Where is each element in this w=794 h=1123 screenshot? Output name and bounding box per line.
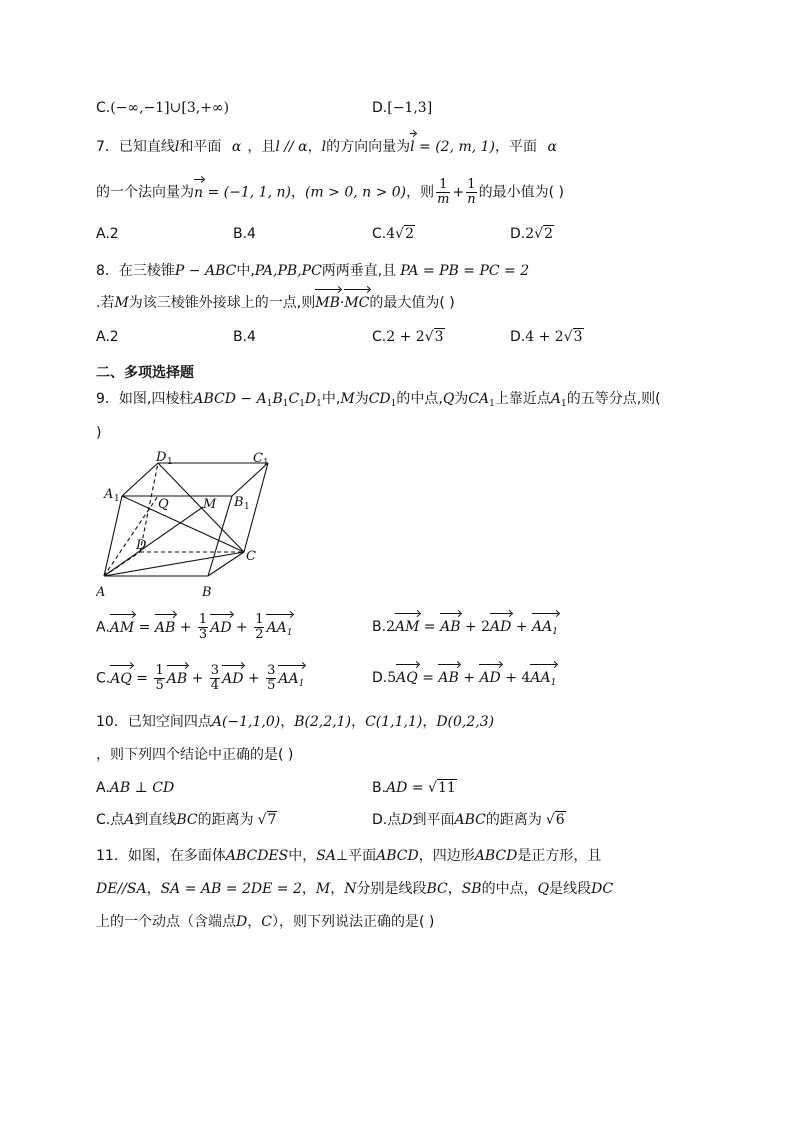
q11-text: 是线段: [549, 881, 592, 897]
op: +: [243, 670, 265, 687]
q7-frac1-num: 1: [436, 178, 450, 193]
q11-stem-line1: [96, 846, 601, 866]
q10-option-c-sqrt: √7: [257, 812, 277, 828]
q7-fraction-1-over-n: [466, 178, 476, 207]
q9-point-m: M: [340, 391, 355, 407]
q10-stem-line2: ，则下列四个结论中正确的是( ): [96, 747, 294, 763]
q10-text: 的距离为: [197, 812, 254, 828]
q10-point-b: B(2,2,1): [294, 714, 352, 730]
q8-option-c-label: C.: [372, 329, 387, 345]
q7-condition: (m > 0, n > 0): [304, 184, 407, 201]
q9-option-c: [96, 664, 304, 694]
q11-point-c: C: [261, 914, 272, 930]
q7-text: ，则: [406, 184, 435, 201]
q10-option-d-sqrt: √6: [545, 812, 565, 828]
q8-stem-line2: [96, 293, 455, 313]
label-q: Q: [158, 497, 169, 512]
op: =: [419, 619, 441, 635]
q7-option-a: [96, 224, 119, 244]
q9-text: 9．如图,四棱柱: [96, 391, 194, 407]
q11-text: 分别是线段: [356, 881, 427, 897]
q9-text: 的中点,: [396, 391, 443, 407]
q11-equation: SA = AB = 2DE = 2: [160, 881, 302, 897]
q11-quad-abcd: ABCD: [474, 848, 518, 864]
den: 4: [210, 678, 220, 693]
q9-prism-part: ABCD − A: [193, 391, 267, 407]
q7-option-d-label: D.: [510, 226, 526, 242]
q9-sub: 1: [299, 399, 305, 409]
q7-option-a-text: A.2: [96, 226, 119, 242]
q8-option-d-text: 4 + 2: [525, 329, 564, 345]
q10-line-bc: BC: [176, 812, 198, 828]
q7-frac2-den: n: [467, 192, 476, 207]
q10-text: 到平面: [412, 812, 455, 828]
label-a1-sub: 1: [114, 494, 120, 504]
q7-option-b: [233, 224, 256, 244]
op: +: [231, 619, 253, 636]
q9-text: 的五等分点,则(: [566, 391, 661, 407]
q6-option-c-text: (−∞,−1]∪[3,+∞): [110, 100, 230, 116]
q10-point-c: C(1,1,1): [365, 714, 423, 730]
q10-option-b: [372, 778, 457, 798]
q7-option-d-coef: 2: [525, 226, 535, 242]
vec: AQ: [110, 670, 132, 687]
q10-text: 到直线: [134, 812, 177, 828]
q6-option-d: [372, 98, 432, 118]
diag-d1c: [158, 463, 244, 552]
q9-prism-part: C: [288, 391, 300, 407]
radicand: 7: [267, 812, 277, 828]
frac: [254, 613, 264, 642]
vec: AB: [154, 619, 176, 636]
frac: [154, 664, 164, 693]
q9-text: 为: [454, 391, 469, 407]
q8-text: 的最大值为( ): [369, 295, 455, 311]
q8-tetrahedron: P − ABC: [174, 263, 237, 279]
q10-point: A: [124, 812, 135, 828]
q8-option-d-sqrt: √3: [563, 329, 583, 345]
num: 3: [267, 663, 276, 678]
q11-point-n: N: [344, 881, 357, 897]
q7-option-c-coef: 4: [386, 226, 396, 242]
diag-ac: [104, 552, 244, 576]
q11-point-d: D: [236, 914, 248, 930]
q9-segment-cd1: CD: [368, 391, 391, 407]
q8-option-c-text: 2 + 2: [386, 329, 425, 345]
q11-text: ⊥平面: [335, 848, 377, 864]
q7-text: 的最小值为( ): [478, 184, 564, 201]
label-a1: A: [104, 487, 114, 502]
q7-option-d-sqrt: √2: [534, 226, 553, 242]
q9-text: 为: [354, 391, 369, 407]
op: =: [134, 619, 155, 636]
q7-text: 7．已知直线: [96, 139, 175, 155]
q9-prism-part: B: [272, 391, 283, 407]
q9-sub: 1: [390, 399, 397, 409]
sub: 1: [286, 627, 293, 638]
q10-option-b-text: AD =: [386, 780, 429, 796]
q9-prism-figure: [96, 446, 286, 602]
q7-line-l: l: [174, 139, 180, 155]
q7-option-c: [372, 224, 415, 244]
q8-option-d: [510, 327, 584, 347]
q6-option-c: [96, 98, 229, 118]
label-a: A: [96, 585, 106, 600]
q7-option-b-text: B.4: [233, 226, 256, 242]
op: +: [175, 619, 196, 636]
label-d: D: [136, 538, 147, 553]
q11-plane-abcd: ABCD: [376, 848, 419, 864]
q10-option-c: [96, 810, 277, 830]
edge-aa1: [104, 496, 122, 576]
den: 2: [255, 627, 264, 642]
q11-polyhedron: ABCDES: [225, 848, 289, 864]
label-d1: D: [156, 450, 167, 465]
q8-dot: ·: [339, 295, 345, 311]
q9-prism-part: D: [304, 391, 317, 407]
q7-text: 的方向向量为: [326, 139, 411, 155]
label-c1-sub: 1: [263, 458, 269, 468]
q8-equality: PA = PB = PC = 2: [400, 263, 530, 279]
q11-segment-sb: SB: [461, 881, 482, 897]
den: 3: [198, 627, 208, 642]
den: 5: [155, 678, 164, 693]
den: 5: [267, 678, 276, 693]
vec-text: AA: [530, 670, 551, 686]
num: 1: [155, 663, 164, 678]
q10-text: D.点: [372, 812, 402, 828]
q7-text: ，平面: [495, 139, 538, 155]
q7-parallel: l // α: [275, 139, 308, 155]
seg-am: [104, 507, 203, 576]
q8-option-c-sqrt: √3: [424, 329, 444, 345]
vec: [530, 668, 556, 693]
q7-option-c-label: C.: [372, 226, 387, 242]
q6-option-d-text: [−1,3]: [387, 100, 433, 116]
q10-point-a: A(−1,1,0): [211, 714, 281, 730]
seg-aq-hidden: [104, 496, 158, 576]
coef: 5: [387, 670, 397, 686]
vec-text: AA: [278, 670, 299, 687]
q6-option-d-label: D.: [372, 100, 388, 116]
vec: [532, 617, 558, 642]
vec: AD: [210, 619, 232, 636]
frac: [266, 664, 276, 693]
q11-text: ），则下列说法正确的是( ): [271, 914, 435, 930]
op: +: [187, 670, 208, 687]
q10-text: ，: [422, 714, 437, 730]
q9-sub: 1: [489, 399, 495, 409]
label-c1: C: [253, 451, 263, 466]
q8-vector-mb: MB: [315, 295, 340, 311]
q7-option-d: [510, 224, 554, 244]
q9-stem-line2: ): [96, 425, 102, 441]
q7-text: 的一个法向量为: [96, 184, 194, 201]
q9-option-b-label: B.: [372, 619, 387, 635]
q8-option-b-text: B.4: [233, 329, 256, 345]
q11-parallel: DE//SA: [96, 881, 147, 897]
q9-sub: 1: [266, 399, 273, 409]
q11-segment-bc: BC: [426, 881, 448, 897]
q10-option-b-label: B.: [372, 780, 387, 796]
q11-stem-line3: [96, 912, 434, 932]
q9-stem-line1: [96, 389, 661, 414]
q7-frac1-den: m: [437, 192, 450, 207]
sub: 1: [552, 627, 558, 637]
sub: 1: [298, 678, 305, 689]
vec: AM: [109, 619, 135, 636]
vec: AB: [438, 670, 459, 686]
q8-text: 两两垂直,且: [321, 263, 397, 279]
num: 1: [198, 612, 208, 627]
q7-plus: +: [452, 184, 465, 201]
q7-vector-n: n: [194, 184, 204, 201]
q11-text: ，: [330, 881, 345, 897]
vec: AD: [490, 619, 512, 635]
q11-text: 11．如图，在多面体: [96, 848, 226, 864]
q10-option-d: [372, 810, 566, 830]
q11-point-q: Q: [537, 881, 550, 897]
q9-sub: 1: [316, 399, 322, 409]
q8-option-c-radicand: 3: [434, 329, 444, 345]
q8-option-a-text: A.2: [96, 329, 119, 345]
q8-point-m: M: [114, 295, 129, 311]
vec-text: AA: [266, 619, 287, 636]
q10-option-a-label: A.: [96, 780, 110, 796]
label-m: M: [203, 497, 217, 512]
q7-option-d-radicand: 2: [544, 226, 553, 242]
q9-option-c-label: C.: [96, 670, 111, 687]
q10-point-d: D(0,2,3): [436, 714, 495, 730]
vec: AD: [479, 670, 501, 686]
op: +: [511, 619, 533, 635]
q10-text: 的距离为: [485, 812, 542, 828]
q8-option-b: [233, 327, 256, 347]
frac: [198, 613, 208, 642]
q10-plane-abc: ABC: [454, 812, 486, 828]
q10-option-a: [96, 778, 174, 798]
vec: AB: [166, 670, 188, 687]
op: =: [131, 670, 153, 687]
q11-text: 中，: [288, 848, 317, 864]
q9-point-q: Q: [442, 391, 455, 407]
q11-stem-line2: [96, 879, 613, 899]
q11-text: ，: [247, 914, 262, 930]
q11-text: 上的一个动点（含端点: [96, 914, 236, 930]
vec: [266, 618, 292, 643]
q9-option-d: [372, 668, 556, 693]
op: + 4: [500, 670, 531, 686]
q7-vector-l-value: = (2, m, 1): [414, 139, 496, 155]
q9-sub: 1: [282, 399, 289, 409]
op: +: [458, 670, 480, 686]
q9-point-a1: A: [550, 391, 561, 407]
edge-a1d1: [122, 463, 158, 496]
q8-text: 8．在三棱锥: [96, 263, 175, 279]
q7-text: ，且: [247, 139, 276, 155]
q10-stem-line1: [96, 712, 494, 732]
q11-text: ，四边形: [418, 848, 475, 864]
q8-text: 为该三棱锥外接球上的一点,则: [128, 295, 316, 311]
q7-fraction-1-over-m: [436, 178, 450, 207]
q11-text: ，: [146, 881, 161, 897]
q10-text: C.点: [96, 812, 125, 828]
q6-option-c-label: C.: [96, 100, 111, 116]
vec-text: AA: [532, 619, 553, 635]
q9-option-a-label: A.: [96, 619, 110, 636]
op: + 2: [460, 619, 491, 635]
label-b1: B: [234, 495, 244, 510]
num: 3: [210, 663, 220, 678]
q7-alpha2: α: [547, 139, 557, 155]
q8-option-d-radicand: 3: [573, 329, 583, 345]
q7-option-c-sqrt: √2: [395, 226, 414, 242]
coef: 2: [386, 619, 395, 635]
sub: 1: [550, 678, 557, 688]
q8-text: .若: [96, 295, 115, 311]
vec: AM: [394, 619, 420, 635]
radicand: 11: [437, 780, 456, 796]
q7-text: 和平面: [179, 139, 222, 155]
q11-segment-dc: DC: [591, 881, 614, 897]
q8-option-d-label: D.: [510, 329, 526, 345]
q7-line-l2: l: [321, 139, 327, 155]
q11-text: 是正方形，且: [517, 848, 602, 864]
q11-text: 的中点，: [481, 881, 538, 897]
q9-segment-ca1: CA: [468, 391, 490, 407]
q9-option-b: [372, 617, 558, 642]
label-b1-sub: 1: [244, 502, 250, 512]
q9-text: 中,: [321, 391, 341, 407]
frac: [210, 664, 220, 693]
op: =: [417, 670, 439, 686]
q8-vector-mc: MC: [344, 295, 370, 311]
label-d1-sub: 1: [167, 457, 173, 467]
q9-option-a: [96, 613, 292, 643]
q7-frac2-num: 1: [467, 177, 476, 192]
q8-edges: PA,PB,PC: [254, 263, 322, 279]
vec: [278, 669, 304, 694]
q10-text: 10．已知空间四点: [96, 714, 212, 730]
q11-sa: SA: [316, 848, 336, 864]
q7-alpha: α: [231, 139, 242, 155]
q10-text: ，: [351, 714, 366, 730]
label-b: B: [202, 585, 212, 600]
q9-option-d-label: D.: [372, 670, 388, 686]
q8-stem-line1: [96, 261, 529, 281]
q10-point: D: [401, 812, 413, 828]
radicand: 6: [555, 812, 565, 828]
q8-option-c: [372, 327, 445, 347]
section-title-multiple-choice: 二、多项选择题: [96, 365, 194, 381]
q7-stem-line2: [96, 178, 564, 207]
q10-text: ，: [280, 714, 295, 730]
vec: AB: [440, 619, 461, 635]
q7-option-c-radicand: 2: [405, 226, 414, 242]
vec: AQ: [396, 670, 418, 686]
q9-sub: 1: [560, 399, 567, 409]
q7-text: ，: [290, 184, 305, 201]
q10-option-a-text: AB ⊥ CD: [109, 780, 175, 796]
q7-text: ，: [307, 139, 322, 155]
q8-option-a: [96, 327, 119, 347]
q7-vector-n-value: = (−1, 1, n): [203, 184, 291, 201]
q8-text: 中,: [236, 263, 255, 279]
label-c: C: [246, 549, 256, 564]
q7-vector-l: l: [410, 139, 415, 155]
q11-text: ，: [301, 881, 316, 897]
q11-point-m: M: [315, 881, 331, 897]
q10-option-b-sqrt: √11: [428, 780, 456, 796]
q9-text: 上靠近点: [494, 391, 551, 407]
vec: AD: [222, 670, 244, 687]
num: 1: [255, 612, 264, 627]
q7-stem-line1: [96, 137, 557, 157]
q11-text: ，: [447, 881, 462, 897]
